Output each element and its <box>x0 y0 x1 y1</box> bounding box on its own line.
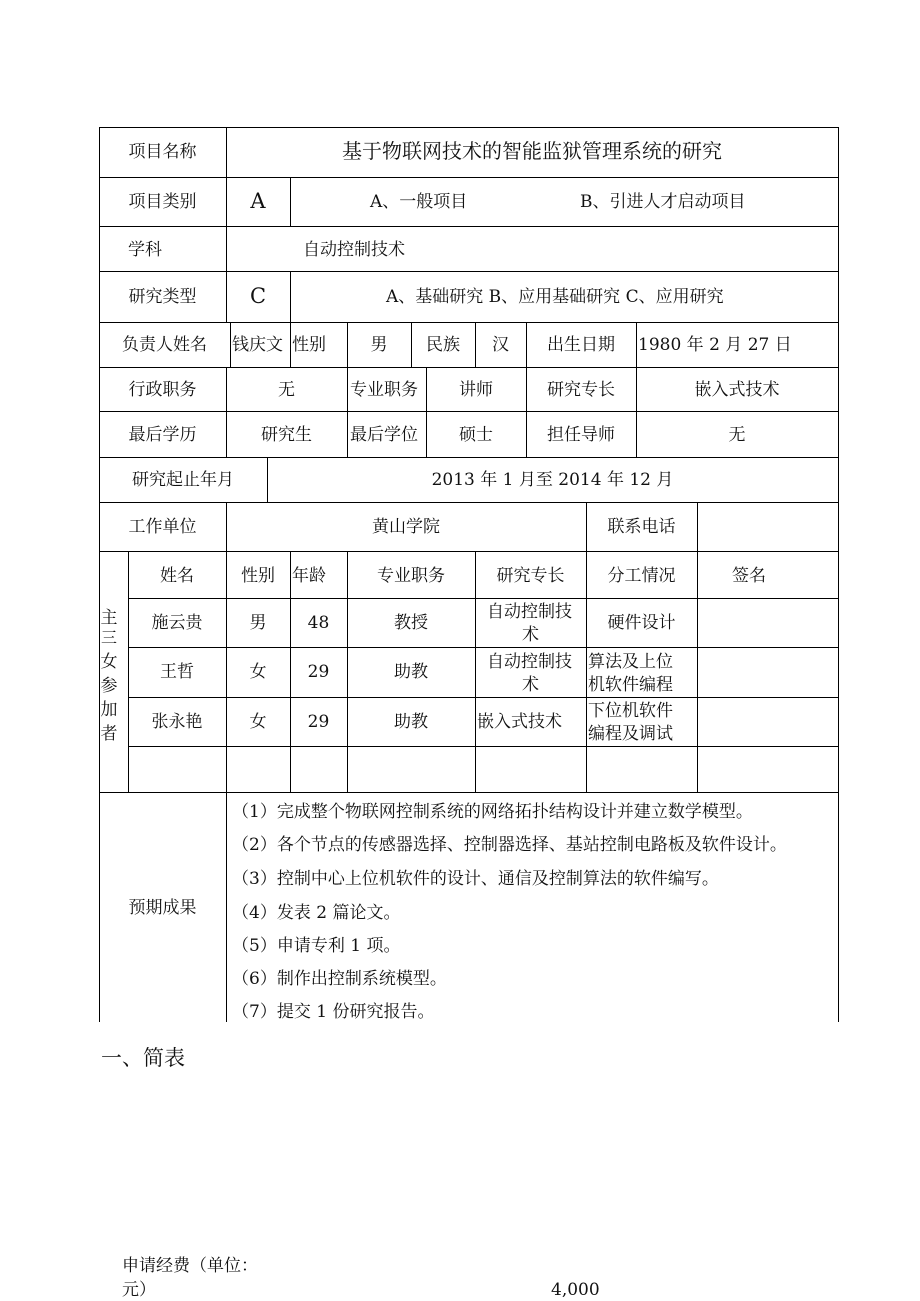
leader-ethnicity: 汉 <box>492 335 509 355</box>
participant-age: 29 <box>307 712 330 732</box>
degree: 硕士 <box>459 425 493 445</box>
degree-label: 最后学位 <box>350 425 418 445</box>
participant-duty: 下位机软件 <box>588 701 673 721</box>
funding-value: 4,000 <box>551 1280 600 1300</box>
research-type-label: 研究类型 <box>128 287 197 307</box>
participant-gender: 女 <box>249 662 267 682</box>
admin-post-label: 行政职务 <box>128 380 197 400</box>
side-char: 者 <box>100 724 118 744</box>
supervisor-label: 担任导师 <box>547 425 615 445</box>
participant-age: 48 <box>307 613 330 633</box>
project-type-option-a: A、一般项目 <box>370 192 468 212</box>
outcome-item: （5）申请专利 1 项。 <box>232 936 401 956</box>
section-heading: 一、简表 <box>101 1046 185 1070</box>
work-unit-value: 黄山学院 <box>372 517 440 537</box>
participant-title: 助教 <box>394 662 428 682</box>
side-char: 主 <box>100 608 118 628</box>
participant-duty: 硬件设计 <box>607 613 676 633</box>
project-type-value: A <box>250 189 266 213</box>
participant-gender: 男 <box>249 613 267 633</box>
outcome-item: （7）提交 1 份研究报告。 <box>232 1002 435 1022</box>
side-char: 参 <box>100 676 118 696</box>
research-type-options: A、基础研究 B、应用基础研究 C、应用研究 <box>386 287 724 307</box>
participant-specialty-cont: 术 <box>522 625 539 645</box>
participant-name: 王哲 <box>160 662 194 682</box>
participant-title: 教授 <box>394 613 428 633</box>
admin-post: 无 <box>278 380 295 400</box>
participants-header-age: 年龄 <box>292 566 326 586</box>
subject-value: 自动控制技术 <box>303 240 405 260</box>
leader-birth: 1980 年 2 月 27 日 <box>638 335 792 355</box>
side-char: 加 <box>100 700 118 720</box>
participant-specialty: 自动控制技 <box>487 652 572 672</box>
project-name-value: 基于物联网技术的智能监狱管理系统的研究 <box>342 139 722 163</box>
leader-ethnicity-label: 民族 <box>426 335 460 355</box>
participant-title: 助教 <box>394 712 428 732</box>
side-char: 女 <box>100 652 118 672</box>
side-char: 三 <box>100 628 117 647</box>
outcome-item: （3）控制中心上位机软件的设计、通信及控制算法的软件编写。 <box>232 869 719 889</box>
leader-name: 钱庆文 <box>232 335 283 355</box>
prof-post: 讲师 <box>459 380 493 400</box>
participants-header-title: 专业职务 <box>377 566 445 586</box>
participant-duty: 算法及上位 <box>588 652 673 672</box>
subject-label: 学科 <box>128 240 162 260</box>
outcome-item: （1）完成整个物联网控制系统的网络拓扑结构设计并建立数学模型。 <box>232 802 753 822</box>
participants-header-gender: 性别 <box>241 566 275 586</box>
period-label: 研究起止年月 <box>132 470 234 490</box>
funding-label-cont: 元） <box>122 1280 156 1300</box>
outcomes-label: 预期成果 <box>128 898 197 918</box>
funding-label: 申请经费（单位： <box>122 1256 258 1276</box>
participant-age: 29 <box>307 662 330 682</box>
supervisor: 无 <box>728 425 746 445</box>
participant-specialty-cont: 术 <box>522 675 539 695</box>
leader-gender: 男 <box>370 335 388 355</box>
work-unit-label: 工作单位 <box>128 517 197 537</box>
participants-header-name: 姓名 <box>160 566 194 586</box>
prof-post-label: 专业职务 <box>350 380 418 400</box>
participant-name: 施云贵 <box>151 613 203 633</box>
research-type-value: C <box>249 284 267 308</box>
outcome-item: （4）发表 2 篇论文。 <box>232 903 401 923</box>
leader-birth-label: 出生日期 <box>547 335 615 355</box>
outcome-item: （6）制作出控制系统模型。 <box>232 969 447 989</box>
leader-name-label: 负责人姓名 <box>122 335 207 355</box>
specialty: 嵌入式技术 <box>694 380 780 400</box>
period-value: 2013 年 1 月至 2014 年 12 月 <box>431 470 674 490</box>
project-type-option-b: B、引进人才启动项目 <box>580 192 746 212</box>
participants-header-specialty: 研究专长 <box>496 566 565 586</box>
project-type-label: 项目类别 <box>128 192 197 212</box>
education: 研究生 <box>261 425 312 445</box>
education-label: 最后学历 <box>128 425 197 445</box>
leader-gender-label: 性别 <box>292 335 326 355</box>
participant-duty-cont: 机软件编程 <box>588 675 673 695</box>
participant-duty-cont: 编程及调试 <box>588 724 673 744</box>
specialty-label: 研究专长 <box>547 380 615 400</box>
participant-specialty: 自动控制技 <box>487 602 572 622</box>
phone-label: 联系电话 <box>607 517 676 537</box>
outcome-item: （2）各个节点的传感器选择、控制器选择、基站控制电路板及软件设计。 <box>232 835 787 855</box>
project-name-label: 项目名称 <box>128 142 197 162</box>
participants-header-signature: 签名 <box>732 566 766 586</box>
participant-name: 张永艳 <box>151 712 203 732</box>
participants-header-duty: 分工情况 <box>607 566 676 586</box>
participant-specialty: 嵌入式技术 <box>477 712 562 732</box>
participant-gender: 女 <box>249 712 267 732</box>
